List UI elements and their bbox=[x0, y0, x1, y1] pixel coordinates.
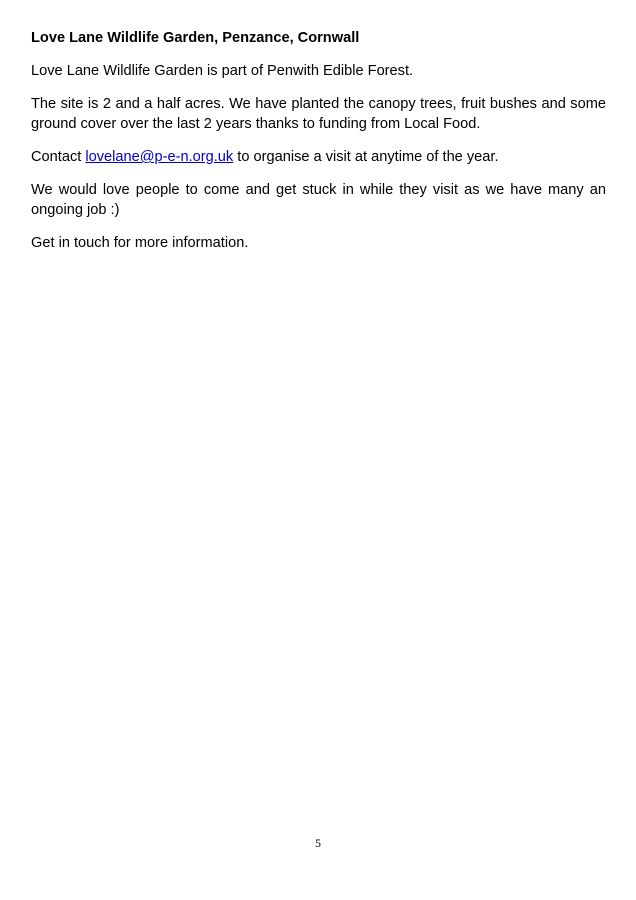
volunteer-paragraph: We would love people to come and get stuck in while they visit as we have many an ongoing job :) bbox=[31, 182, 606, 218]
closing-paragraph: Get in touch for more information. bbox=[31, 235, 249, 251]
contact-prefix: Contact bbox=[31, 149, 86, 165]
email-link[interactable]: lovelane@p-e-n.org.uk bbox=[85, 149, 234, 165]
contact-suffix: to organise a visit at anytime of the year. bbox=[233, 149, 499, 165]
document-page bbox=[31, 28, 606, 266]
contact-paragraph bbox=[31, 147, 606, 167]
document-title: Love Lane Wildlife Garden, Penzance, Cornwall bbox=[31, 30, 360, 46]
intro-paragraph: Love Lane Wildlife Garden is part of Penwith Edible Forest. bbox=[31, 63, 414, 79]
page-number: 5 bbox=[315, 836, 321, 850]
site-paragraph: The site is 2 and a half acres. We have planted the canopy trees, fruit bushes and some ground cover over the last 2 years thanks to funding from Local Food. bbox=[31, 96, 606, 132]
